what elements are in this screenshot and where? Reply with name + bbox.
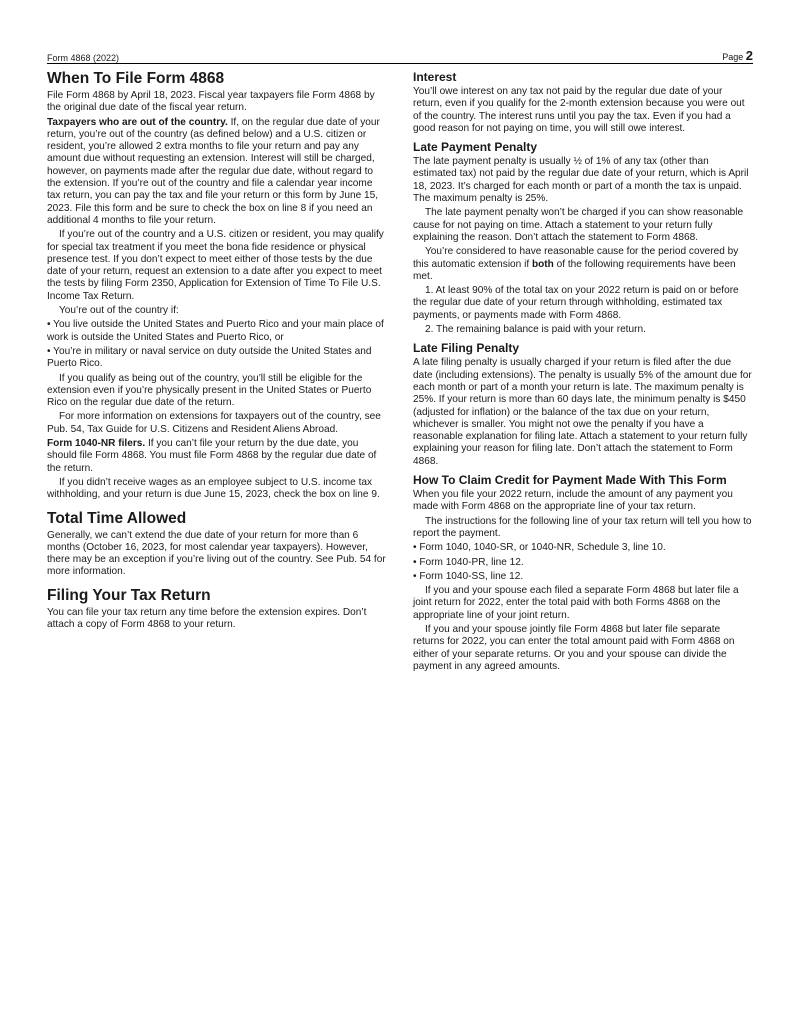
section-interest <box>413 70 753 135</box>
form-label: Form 4868 (2022) <box>47 53 120 63</box>
page-indicator <box>722 48 753 63</box>
paragraph-text: of the following requirements have been met. <box>413 258 736 282</box>
section-late-payment <box>413 140 753 336</box>
bullet-item: • Form 1040-PR, line 12. <box>413 556 524 568</box>
bullet-item: • You’re in military or naval service on duty outside the United States and Puerto Rico. <box>47 345 372 370</box>
paragraph: The late payment penalty won’t be charged if you can show reasonable cause for not paying on time. Attach a statement to your return fully explaining the reason. Don’t attach the statement to Form 4868. <box>413 207 744 243</box>
paragraph: When you file your 2022 return, include the amount of any payment you made with Form 4868 on the appropriate line of your tax return. <box>413 489 733 513</box>
page-number: 2 <box>745 48 753 63</box>
paragraph-text: You’re considered to have reasonable cause for the period covered by this automatic extension if <box>413 246 739 270</box>
paragraph-1040nr <box>47 438 386 475</box>
bold-word: both <box>531 258 554 270</box>
section-late-filing <box>413 341 753 468</box>
section-title: Filing Your Tax Return <box>47 586 211 604</box>
paragraph: If you qualify as being out of the country, you’ll still be eligible for the extension even if you’re physically present in the United States or Puerto Rico on the regular due date of the return. <box>47 372 372 409</box>
paragraph-text: If you can’t file your return by the due date, you should file Form 4868. You must file Form 4868 by the regular due date of the return. <box>47 438 377 474</box>
paragraph: If you didn’t receive wages as an employee subject to U.S. income tax withholding, and your return is due June 15, 2023, check the box on line 9. <box>47 476 380 501</box>
bullet-item: • Form 1040, 1040-SR, or 1040-NR, Schedule 3, line 10. <box>413 542 666 554</box>
list-item: 1. At least 90% of the total tax on your 2022 return is paid on or before the regular due date of your return through withholding, estimated tax payments, or payments made with Form 4868. <box>413 285 739 321</box>
bold-lead: Form 1040-NR filers. <box>47 438 146 450</box>
header-rule <box>47 63 753 64</box>
section-filing-return <box>47 587 386 632</box>
section-title: How To Claim Credit for Payment Made With This Form <box>413 473 727 488</box>
section-title: When To File Form 4868 <box>47 70 225 87</box>
paragraph: The instructions for the following line of your tax return will tell you how to report the payment. <box>413 515 752 539</box>
page-label: Page <box>722 52 744 62</box>
paragraph: A late filing penalty is usually charged if your return is filed after the due date (including extensions). The penalty is usually 5% of the amount due for each month or part of a month your return is late. The maximum penalty is 25%. If your return is more than 60 days late, the minimum penalty is $450 (adjusted for inflation) or the balance of the tax due on your return, whichever is smaller. You might not owe the penalty if you have a reasonable explanation for filing late. Attach a statement to your return fully explaining your reason for filing late. Don’t attach the statement to Form 4868. <box>413 357 752 467</box>
paragraph: If you and your spouse jointly file Form 4868 but later file separate returns for 2022, you can enter the total amount paid with Form 4868 on either of your separate returns. Or you and your spouse can divide the payment in any agreed amounts. <box>413 623 735 672</box>
page-header <box>47 43 753 63</box>
paragraph: You’ll owe interest on any tax not paid by the regular due date of your return, even if you qualify for the 2-month extension because you were out of the country. The interest runs until you pay the tax. Even if you had a good reason for not paying on time, you will still owe interest. <box>413 86 745 134</box>
paragraph: If you and your spouse each filed a separate Form 4868 but later file a joint return for 2022, enter the total paid with both Forms 4868 on the appropriate line of your joint return. <box>413 585 739 621</box>
paragraph: File Form 4868 by April 18, 2023. Fiscal year taxpayers file Form 4868 by the original due date of the fiscal year return. <box>47 90 375 114</box>
paragraph: Generally, we can’t extend the due date of your return for more than 6 months (October 16, 2023, for most calendar year taxpayers). However, there may be an exception if you’re living out of the country. See Pub. 54 for more information. <box>47 529 386 578</box>
section-title: Late Payment Penalty <box>413 140 538 155</box>
paragraph-text: If, on the regular due date of your return, you’re out of the country (as defined below) and a U.S. citizen or resident, you’re allowed 2 extra months to file your return and pay any amount due without requesting an extension. Interest will still be charged, however, on payments made after the regular due date, without regard to the extension. If you’re out of the country and file a calendar year income tax return, you can pay the tax and file your return or this form by June 15, 2023. File this form and be sure to check the box on line 8 if you need an additional 4 months to file your return. <box>47 116 380 226</box>
paragraph: If you’re out of the country and a U.S. citizen or resident, you may qualify for special tax treatment if you meet the bona fide residence or physical presence test. If you don’t expect to meet either of those tests by the due date of your return, request an extension to a date after you expect to meet the tests by filing Form 2350, Application for Extension of Time To File U.S. Income Tax Return. <box>47 229 384 302</box>
bullet-item: • You live outside the United States and Puerto Rico and your main place of work is outside the United States and Puerto Rico, or <box>47 319 384 343</box>
section-title: Late Filing Penalty <box>413 341 520 356</box>
left-column <box>47 70 386 633</box>
list-item: 2. The remaining balance is paid with your return. <box>425 324 646 336</box>
section-total-time <box>47 510 386 579</box>
paragraph-reasonable-cause <box>413 246 753 283</box>
bullet-item: • Form 1040-SS, line 12. <box>413 570 524 582</box>
paragraph-out-of-country <box>47 117 386 228</box>
paragraph: You can file your tax return any time before the extension expires. Don’t attach a copy of Form 4868 to your return. <box>47 606 367 630</box>
paragraph: For more information on extensions for taxpayers out of the country, see Pub. 54, Tax Guide for U.S. Citizens and Resident Aliens Abroad. <box>47 411 381 435</box>
section-claim-credit <box>413 473 753 673</box>
section-when-to-file <box>47 70 386 502</box>
bold-lead: Taxpayers who are out of the country. <box>47 116 228 128</box>
paragraph: The late payment penalty is usually ½ of 1% of any tax (other than estimated tax) not paid by the regular due date of your return, which is April 18, 2023. It’s charged for each month or part of a month the tax is unpaid. The maximum penalty is 25%. <box>413 156 749 205</box>
section-title: Interest <box>413 70 457 84</box>
section-title: Total Time Allowed <box>47 509 187 527</box>
right-column <box>413 70 753 675</box>
paragraph: You’re out of the country if: <box>59 305 179 317</box>
